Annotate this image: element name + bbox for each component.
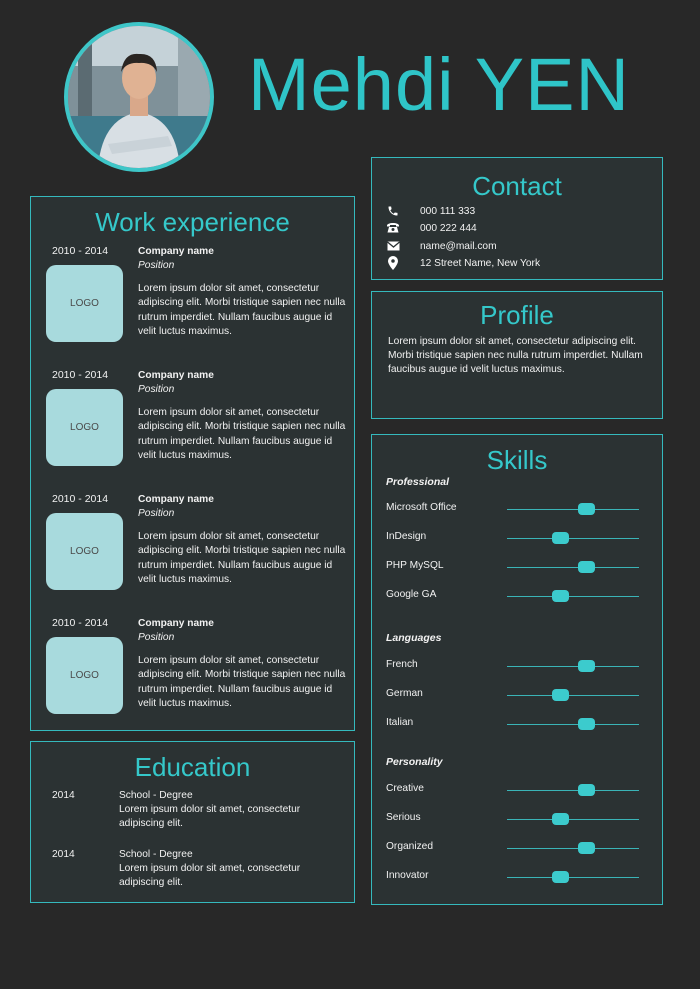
education-year: 2014 xyxy=(52,790,75,801)
company-name: Company name xyxy=(138,246,214,257)
skill-level-knob xyxy=(578,660,595,672)
skills-title: Skills xyxy=(486,445,548,475)
skill-row xyxy=(386,658,648,674)
job-position: Position xyxy=(138,508,175,520)
skill-row xyxy=(386,840,648,856)
skill-label: German xyxy=(386,688,423,699)
job-description: Lorem ipsum dolor sit amet, consectetur adipiscing elit. Morbi tristique sapien nec nulla rutrum imperdiet. Nullam faucibus augue id velit luctus maximus. xyxy=(138,654,346,710)
profile-photo xyxy=(64,22,214,172)
skill-category-title: Professional xyxy=(386,476,450,488)
job-entry xyxy=(31,493,354,603)
education-description: Lorem ipsum dolor sit amet, consectetur adipiscing elit. xyxy=(119,804,301,829)
job-position: Position xyxy=(138,632,175,644)
skill-track xyxy=(507,596,639,597)
skill-level-knob xyxy=(552,689,569,701)
profile-text: Lorem ipsum dolor sit amet, consectetur adipiscing elit. Morbi tristique sapien nec nulla rutrum imperdiet. Nullam faucibus augue id velit luctus maximus. xyxy=(388,336,643,376)
skill-track xyxy=(507,695,639,696)
skill-level-knob xyxy=(578,718,595,730)
skill-level-knob xyxy=(578,561,595,573)
skill-row xyxy=(386,782,648,798)
education-year: 2014 xyxy=(52,849,75,860)
job-position: Position xyxy=(138,384,175,396)
skill-track xyxy=(507,848,639,849)
skill-level-knob xyxy=(578,503,595,515)
job-entry xyxy=(31,369,354,479)
job-description: Lorem ipsum dolor sit amet, consectetur adipiscing elit. Morbi tristique sapien nec nulla rutrum imperdiet. Nullam faucibus augue id velit luctus maximus. xyxy=(138,406,346,462)
skill-level-knob xyxy=(552,813,569,825)
person-name: Mehdi YEN xyxy=(248,43,630,126)
profile-title: Profile xyxy=(480,300,554,330)
skill-track xyxy=(507,666,639,667)
skills-section xyxy=(371,434,663,905)
skill-label: Innovator xyxy=(386,870,429,881)
location-pin-icon xyxy=(386,256,400,270)
contact-section xyxy=(371,157,663,280)
skill-label: Microsoft Office xyxy=(386,502,457,513)
skill-category-title: Personality xyxy=(386,756,443,768)
company-logo: LOGO xyxy=(46,265,123,342)
contact-title: Contact xyxy=(472,171,562,201)
skill-level-knob xyxy=(552,871,569,883)
job-description: Lorem ipsum dolor sit amet, consectetur adipiscing elit. Morbi tristique sapien nec nulla rutrum imperdiet. Nullam faucibus augue id velit luctus maximus. xyxy=(138,282,346,338)
job-years: 2010 - 2014 xyxy=(52,617,109,629)
education-degree: School - Degree xyxy=(119,790,193,801)
company-name: Company name xyxy=(138,618,214,629)
skill-label: French xyxy=(386,659,418,670)
education-degree: School - Degree xyxy=(119,849,193,860)
skill-row xyxy=(386,559,648,575)
contact-text: 000 111 333 xyxy=(420,205,476,217)
skill-label: InDesign xyxy=(386,531,427,542)
company-logo: LOGO xyxy=(46,389,123,466)
job-years: 2010 - 2014 xyxy=(52,245,109,257)
skill-level-knob xyxy=(578,784,595,796)
job-entry xyxy=(31,245,354,355)
skill-label: PHP MySQL xyxy=(386,560,444,571)
contact-telephone xyxy=(386,220,477,236)
skill-label: Google GA xyxy=(386,589,437,600)
company-name: Company name xyxy=(138,494,214,505)
job-description: Lorem ipsum dolor sit amet, consectetur adipiscing elit. Morbi tristique sapien nec nulla rutrum imperdiet. Nullam faucibus augue id velit luctus maximus. xyxy=(138,530,346,586)
education-section xyxy=(30,741,355,903)
skill-level-knob xyxy=(578,842,595,854)
education-title: Education xyxy=(134,752,251,782)
company-logo: LOGO xyxy=(46,637,123,714)
telephone-icon xyxy=(386,221,400,235)
skill-row xyxy=(386,501,648,517)
skill-row xyxy=(386,687,648,703)
skill-row xyxy=(386,588,648,604)
skill-track xyxy=(507,877,639,878)
skill-track xyxy=(507,567,639,568)
education-description: Lorem ipsum dolor sit amet, consectetur adipiscing elit. xyxy=(119,863,301,888)
skill-track xyxy=(507,538,639,539)
skill-label: Serious xyxy=(386,812,421,823)
skill-level-knob xyxy=(552,532,569,544)
skill-track xyxy=(507,509,639,510)
skill-label: Italian xyxy=(386,717,414,728)
job-years: 2010 - 2014 xyxy=(52,493,109,505)
contact-text: 12 Street Name, New York xyxy=(420,257,541,269)
skill-label: Creative xyxy=(386,783,424,794)
phone-icon xyxy=(386,204,400,218)
skill-category-title: Languages xyxy=(386,632,442,644)
skill-row xyxy=(386,716,648,732)
skill-row xyxy=(386,530,648,546)
skill-track xyxy=(507,724,639,725)
work-experience-section xyxy=(30,196,355,731)
mail-icon xyxy=(386,239,400,253)
work-experience-title: Work experience xyxy=(95,207,290,237)
job-position: Position xyxy=(138,260,175,272)
person-photo-icon xyxy=(68,26,210,168)
contact-email xyxy=(386,238,497,254)
skill-level-knob xyxy=(552,590,569,602)
contact-text: 000 222 444 xyxy=(420,222,477,234)
profile-section xyxy=(371,291,663,419)
skill-row xyxy=(386,869,648,885)
contact-phone xyxy=(386,203,475,219)
job-years: 2010 - 2014 xyxy=(52,369,109,381)
company-name: Company name xyxy=(138,370,214,381)
skill-track xyxy=(507,819,639,820)
skill-row xyxy=(386,811,648,827)
company-logo: LOGO xyxy=(46,513,123,590)
contact-text: name@mail.com xyxy=(420,240,497,252)
skill-track xyxy=(507,790,639,791)
contact-address xyxy=(386,255,540,271)
skill-label: Organized xyxy=(386,841,434,852)
job-entry xyxy=(31,617,354,727)
